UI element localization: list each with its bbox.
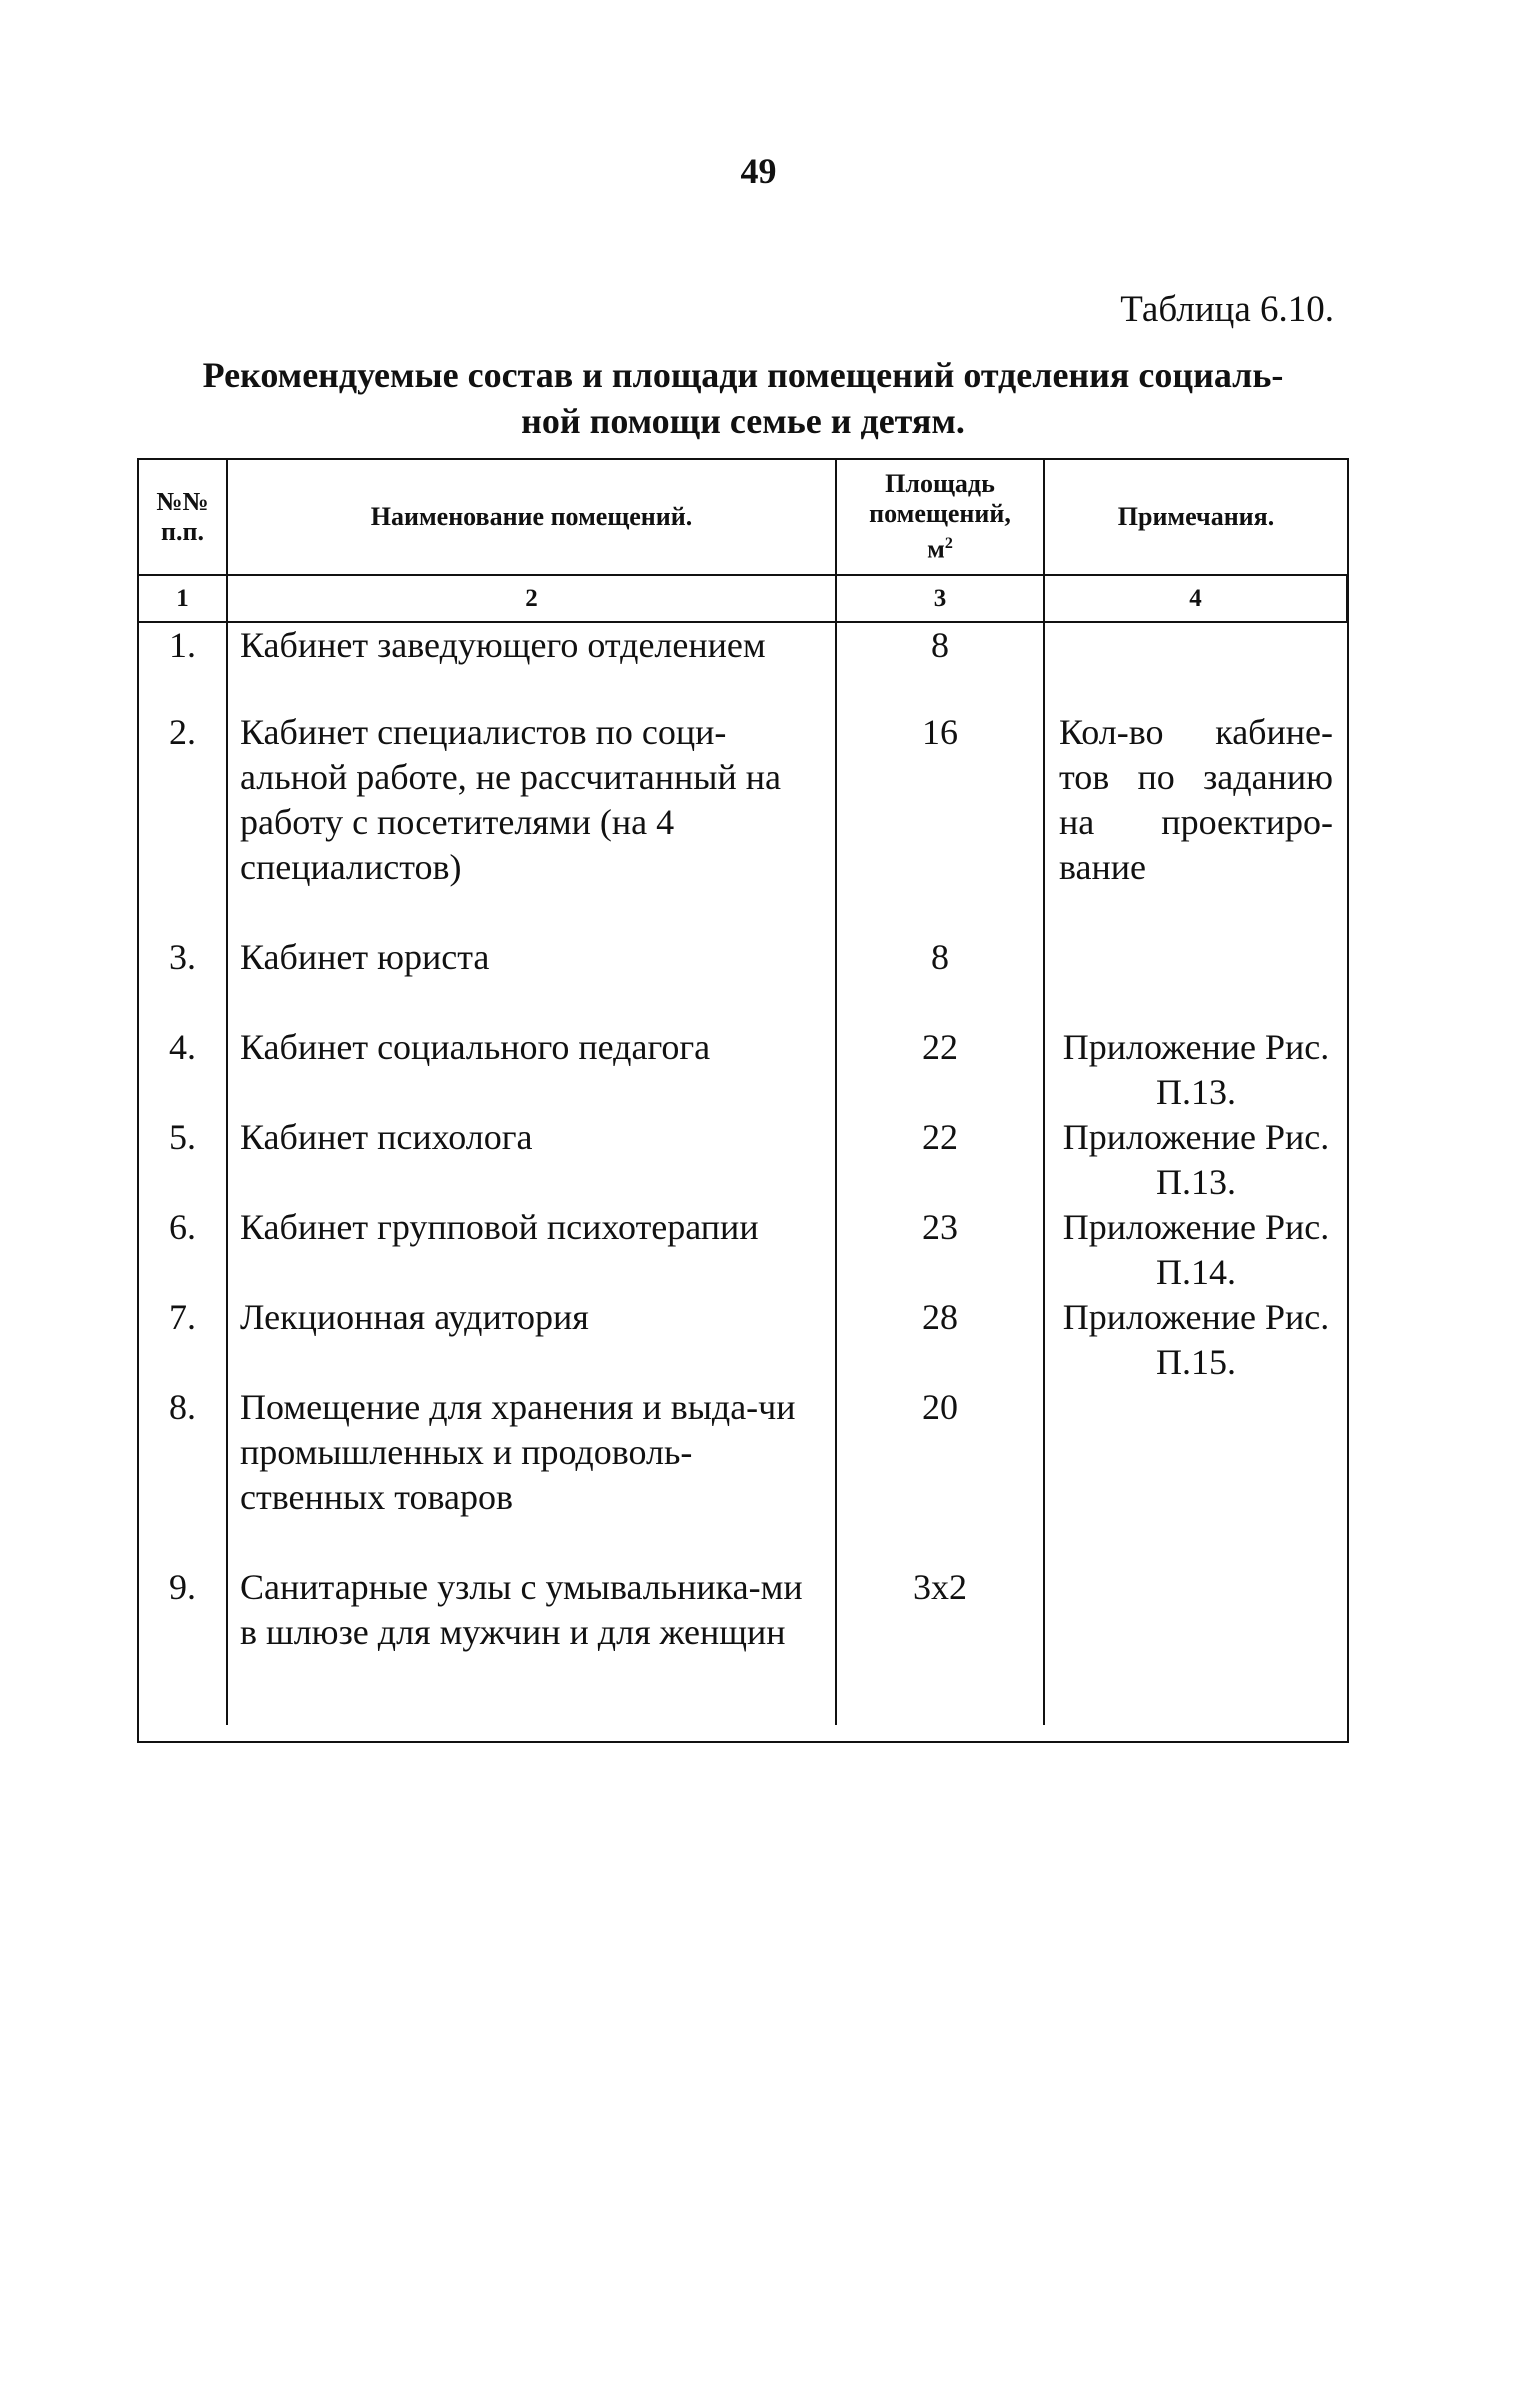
room-name: Санитарные узлы с умывальника-ми в шлюзе для мужчин и для женщин [227,1565,836,1725]
room-area: 3x2 [836,1565,1044,1725]
room-area: 22 [836,1115,1044,1205]
room-name: Кабинет юриста [227,935,836,1025]
room-name: Лекционная аудитория [227,1295,836,1385]
header-area-unit-sup: 2 [944,535,953,553]
table-row [139,935,1347,1025]
room-name: Кабинет социального педагога [227,1025,836,1115]
row-num: 8. [139,1385,227,1565]
row-num: 3. [139,935,227,1025]
column-number: 3 [836,575,1044,622]
room-note [1044,622,1347,710]
rooms-table [137,458,1349,1743]
column-number: 2 [227,575,836,622]
header-notes: Примечания. [1044,460,1347,575]
room-area: 20 [836,1385,1044,1565]
table-title [158,352,1328,444]
row-num: 9. [139,1565,227,1725]
room-note: Приложение Рис. П.13. [1062,1117,1330,1202]
room-note: Приложение Рис. П.14. [1062,1207,1330,1292]
room-name: Кабинет заведующего отделением [227,622,836,710]
table-row [139,1205,1347,1295]
table-row [139,1115,1347,1205]
row-num: 7. [139,1295,227,1385]
table-row [139,1295,1347,1385]
table-row [139,1385,1347,1565]
table-title-line-1: Рекомендуемые состав и площади помещений отделения социаль- [202,355,1284,395]
table-row [139,1565,1347,1725]
row-num: 1. [139,622,227,710]
table-row [139,1025,1347,1115]
header-area-unit: м [927,534,945,564]
room-note [1044,1385,1347,1565]
room-area: 28 [836,1295,1044,1385]
column-number: 1 [139,575,227,622]
column-numbers-row [139,575,1347,622]
room-name: Кабинет групповой психотерапии [227,1205,836,1295]
room-area: 8 [836,622,1044,710]
table-row [139,622,1347,710]
row-num: 2. [139,710,227,935]
row-num: 6. [139,1205,227,1295]
room-name: Помещение для хранения и выда-чи промышленных и продоволь-ственных товаров [227,1385,836,1565]
header-area-label: Площадь помещений, [869,469,1011,529]
room-note: Приложение Рис. П.15. [1062,1297,1330,1382]
column-number: 4 [1044,575,1347,622]
header-num: №№ п.п. [139,460,227,575]
header-area [836,460,1044,575]
room-note [1044,1565,1347,1725]
room-note [1044,935,1347,1025]
room-note: Приложение Рис. П.13. [1062,1027,1330,1112]
table-row [139,710,1347,935]
room-area: 22 [836,1025,1044,1115]
room-note: Кол-во кабине-тов по заданию на проектиро-вание [1059,712,1333,887]
row-num: 5. [139,1115,227,1205]
row-num: 4. [139,1025,227,1115]
room-area: 23 [836,1205,1044,1295]
room-area: 16 [836,710,1044,935]
room-name: Кабинет специалистов по соци-альной работе, не рассчитанный на работу с посетителями (на 4 специалистов) [227,710,836,935]
header-name: Наименование помещений. [227,460,836,575]
room-area: 8 [836,935,1044,1025]
page-number: 49 [740,151,777,191]
table-label: Таблица 6.10. [1120,289,1334,330]
table-header-row [139,460,1347,575]
room-name: Кабинет психолога [227,1115,836,1205]
table-title-line-2: ной помощи семье и детям. [521,401,965,441]
